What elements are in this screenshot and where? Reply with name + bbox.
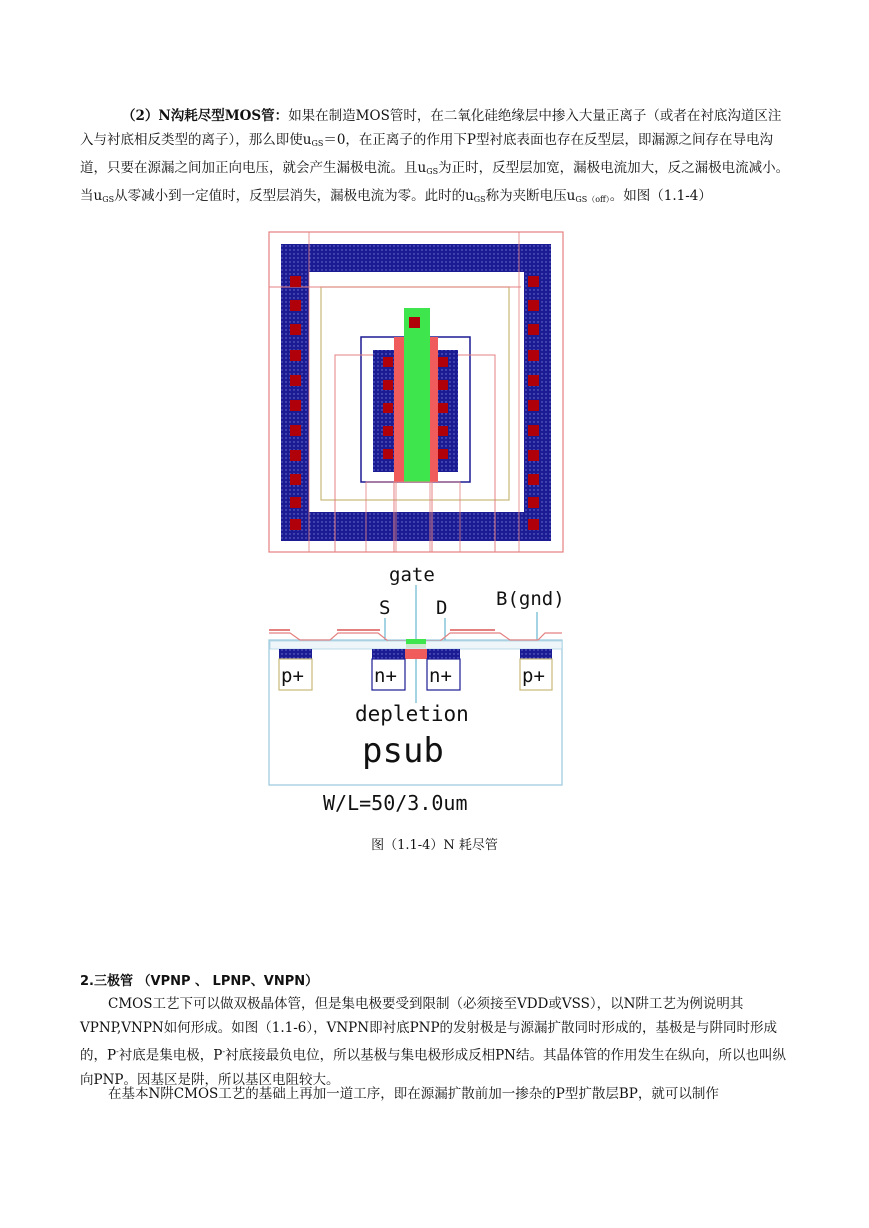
psub-label: psub	[362, 731, 444, 771]
subscript: GS	[311, 139, 324, 148]
nmos-heading: （2）N沟耗尽型MOS管：	[122, 108, 289, 124]
n-plus-drain-label: n+	[429, 665, 452, 687]
nmos-text: 从零减小到一定值时，反型层消失，漏极电流为零。此时的u	[114, 188, 474, 204]
subscript: GS	[426, 167, 439, 176]
p-plus-right-label: p+	[522, 665, 545, 687]
superscript: -	[116, 1047, 119, 1056]
bjt-text: 在基本N阱CMOS工艺的基础上再加一道工序，即在源漏扩散前加一掺杂的P型扩散层BP，就可以制作	[108, 1086, 719, 1102]
subscript: GS	[473, 195, 486, 204]
nmos-text: 如果在制造MOS管时，在二氧化硅绝缘层中掺入大量正离子（或者在衬底沟道区注入与衬底相反类型的离子），那么即使u	[80, 108, 782, 148]
p-plus-left-label: p+	[281, 665, 304, 687]
bjt-text: CMOS工艺下可以做双极晶体管，但是集电极要受到限制（必须接至VDD或VSS），以N阱工艺为例说明其VPNP,VNPN如何形成。如图（1.1-6），VNPN即衬底PNP的发射极是与源漏扩散同时形成的，基极是与阱同时形成的，P	[80, 996, 778, 1064]
nmos-text: 。如图（1.1-4）	[609, 188, 712, 204]
bjt-paragraph-1	[80, 992, 792, 1092]
depletion-label: depletion	[355, 702, 469, 726]
wl-label: W/L=50/3.0um	[323, 791, 468, 815]
nmos-text: 称为夹断电压u	[485, 188, 576, 204]
subscript: GS（off）	[575, 195, 610, 204]
nmos-text: 为正时，反型层加宽，漏极电流加大，反之漏极电流减小。当u	[80, 160, 790, 204]
source-label: S	[379, 597, 391, 619]
superscript: -	[222, 1047, 226, 1056]
bjt-heading: 2.三极管 （VPNP 、 LPNP、VNPN）	[80, 974, 319, 989]
layout-top-view	[269, 232, 563, 552]
subscript: GS	[102, 195, 115, 204]
drain-label: D	[436, 597, 448, 619]
figure-caption: 图（1.1-4）N 耗尽管	[371, 838, 498, 853]
n-plus-source-label: n+	[374, 665, 397, 687]
nmos-text: ＝0，在正离子的作用下P型衬底表面也存在反型层，即漏源之间存在导电沟道，只要在源漏之间加正向电压，就会产生漏极电流。且u	[80, 132, 773, 176]
bjt-text: 衬底接最负电位，所以基极与集电极形成反相PN结。其晶体管的作用发生在纵向，所以也叫纵向PNP。因基区是阱，所以基区电阻较大。	[80, 1047, 786, 1088]
bjt-paragraph-2	[80, 1082, 792, 1106]
gate-label: gate	[389, 564, 435, 586]
cross-section	[269, 564, 565, 815]
bulk-label: B(gnd)	[496, 588, 565, 610]
bjt-text: 衬底是集电极，P	[118, 1047, 223, 1064]
